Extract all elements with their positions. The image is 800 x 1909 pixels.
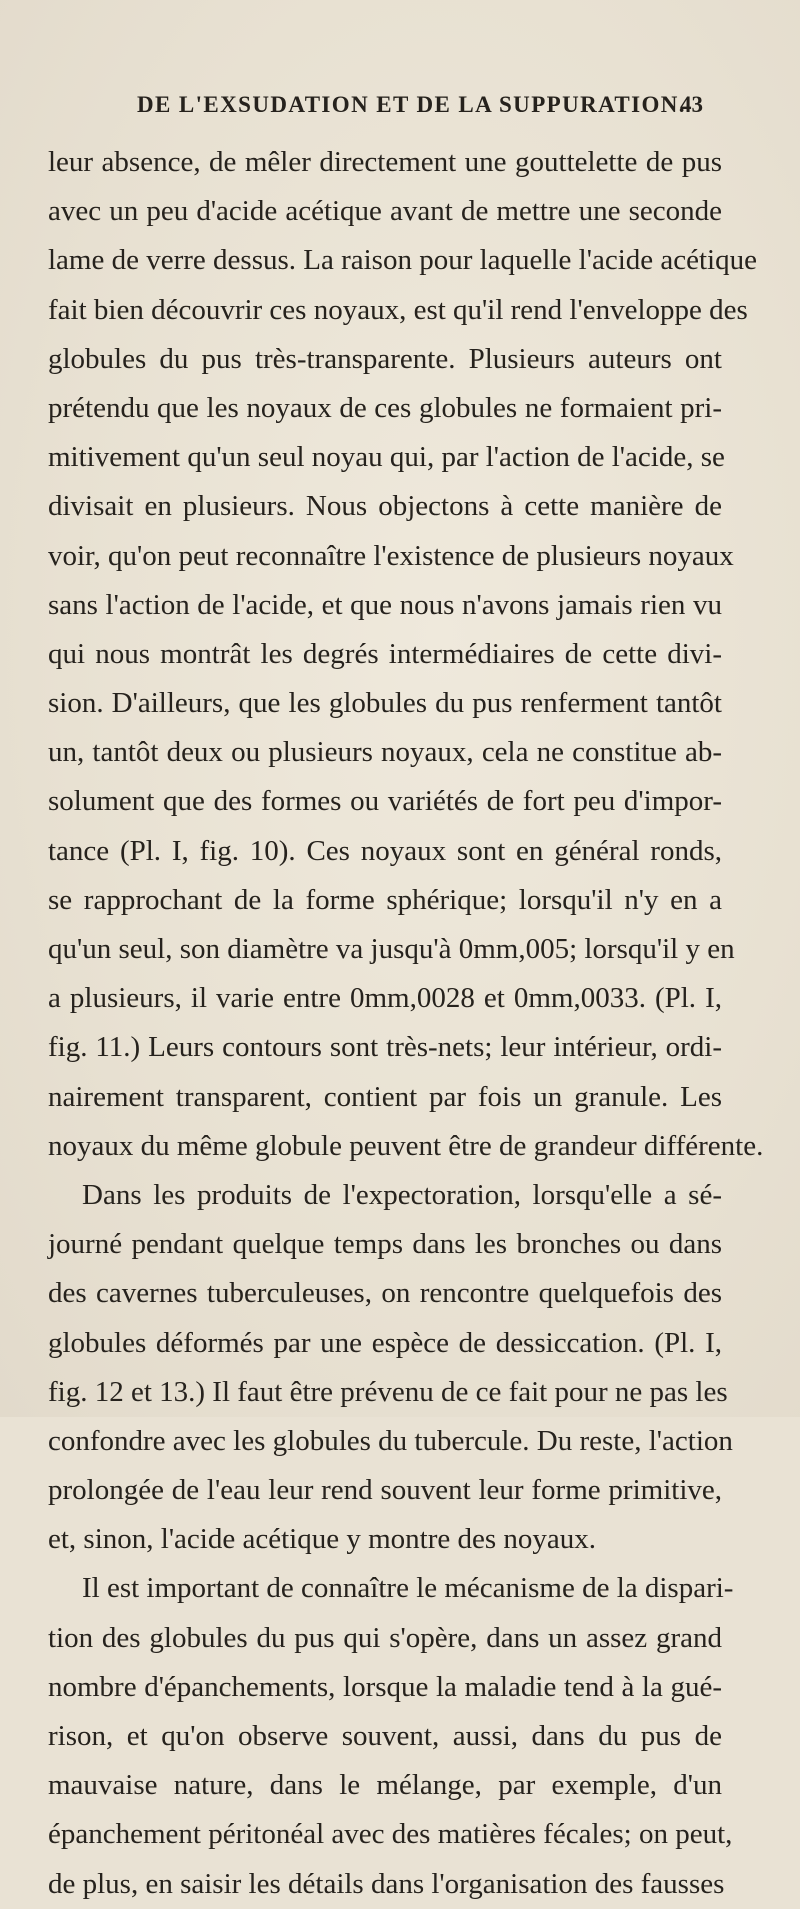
text-line: solument que des formes ou variétés de fort peu d'impor- bbox=[48, 785, 722, 818]
text-line: confondre avec les globules du tubercule. Du reste, l'action bbox=[48, 1424, 733, 1457]
text-line: voir, qu'on peut reconnaître l'existence de plusieurs noyaux bbox=[48, 539, 734, 572]
text-line: avec un peu d'acide acétique avant de mettre une seconde bbox=[48, 195, 722, 228]
text-line: un, tantôt deux ou plusieurs noyaux, cela ne constitue ab- bbox=[48, 736, 722, 769]
text-line: prétendu que les noyaux de ces globules ne formaient pri- bbox=[48, 391, 722, 424]
text-line: lame de verre dessus. La raison pour laquelle l'acide acétique bbox=[48, 244, 757, 277]
text-line: fig. 11.) Leurs contours sont très-nets; leur intérieur, ordi- bbox=[48, 1031, 722, 1064]
text-line: des cavernes tuberculeuses, on rencontre quelquefois des bbox=[48, 1277, 722, 1310]
text-line: journé pendant quelque temps dans les bronches ou dans bbox=[48, 1228, 722, 1261]
text-line: épanchement péritonéal avec des matières fécales; on peut, bbox=[48, 1818, 733, 1851]
text-line: mitivement qu'un seul noyau qui, par l'action de l'acide, se bbox=[48, 441, 725, 474]
text-line: Il est important de connaître le mécanisme de la dispari- bbox=[82, 1572, 734, 1605]
text-line: qui nous montrât les degrés intermédiaires de cette divi- bbox=[48, 637, 722, 670]
text-line: nairement transparent, contient par fois un granule. Les bbox=[48, 1080, 722, 1113]
text-line: leur absence, de mêler directement une gouttelette de pus bbox=[48, 146, 722, 178]
text-line: divisait en plusieurs. Nous objectons à cette manière de bbox=[48, 490, 722, 523]
text-line: qu'un seul, son diamètre va jusqu'à 0mm,005; lorsqu'il y en bbox=[48, 933, 735, 965]
text-line: nombre d'épanchements, lorsque la maladie tend à la gué- bbox=[48, 1670, 722, 1703]
text-line: de plus, en saisir les détails dans l'organisation des fausses bbox=[48, 1867, 725, 1900]
text-line: fig. 12 et 13.) Il faut être prévenu de ce fait pour ne pas les bbox=[48, 1375, 728, 1408]
text-line: globules déformés par une espèce de dessiccation. (Pl. I, bbox=[48, 1326, 722, 1359]
text-line: sans l'action de l'acide, et que nous n'avons jamais rien vu bbox=[48, 588, 722, 621]
text-line: noyaux du même globule peuvent être de grandeur différente. bbox=[48, 1129, 764, 1162]
text-line: rison, et qu'on observe souvent, aussi, dans du pus de bbox=[48, 1720, 722, 1752]
text-line: tion des globules du pus qui s'opère, dans un assez grand bbox=[48, 1621, 722, 1654]
text-line: globules du pus très-transparente. Plusieurs auteurs ont bbox=[48, 342, 722, 375]
text-line: a plusieurs, il varie entre 0mm,0028 et 0mm,0033. (Pl. I, bbox=[48, 982, 722, 1015]
page-header bbox=[0, 92, 800, 132]
text-line: Dans les produits de l'expectoration, lorsqu'elle a sé- bbox=[82, 1178, 722, 1211]
text-line: se rapprochant de la forme sphérique; lorsqu'il n'y en a bbox=[48, 883, 722, 916]
text-line: fait bien découvrir ces noyaux, est qu'il rend l'enveloppe des bbox=[48, 293, 748, 326]
text-line: mauvaise nature, dans le mélange, par exemple, d'un bbox=[48, 1769, 722, 1802]
page-number: 43 bbox=[680, 92, 703, 117]
text-line: sion. D'ailleurs, que les globules du pus renferment tantôt bbox=[48, 687, 722, 720]
text-line: tance (Pl. I, fig. 10). Ces noyaux sont en général ronds, bbox=[48, 834, 722, 867]
text-line: prolongée de l'eau leur rend souvent leur forme primitive, bbox=[48, 1474, 722, 1507]
text-line: et, sinon, l'acide acétique y montre des noyaux. bbox=[48, 1523, 596, 1556]
body-text bbox=[48, 138, 764, 1909]
running-title: DE L'EXSUDATION ET DE LA SUPPURATION. bbox=[137, 92, 686, 117]
